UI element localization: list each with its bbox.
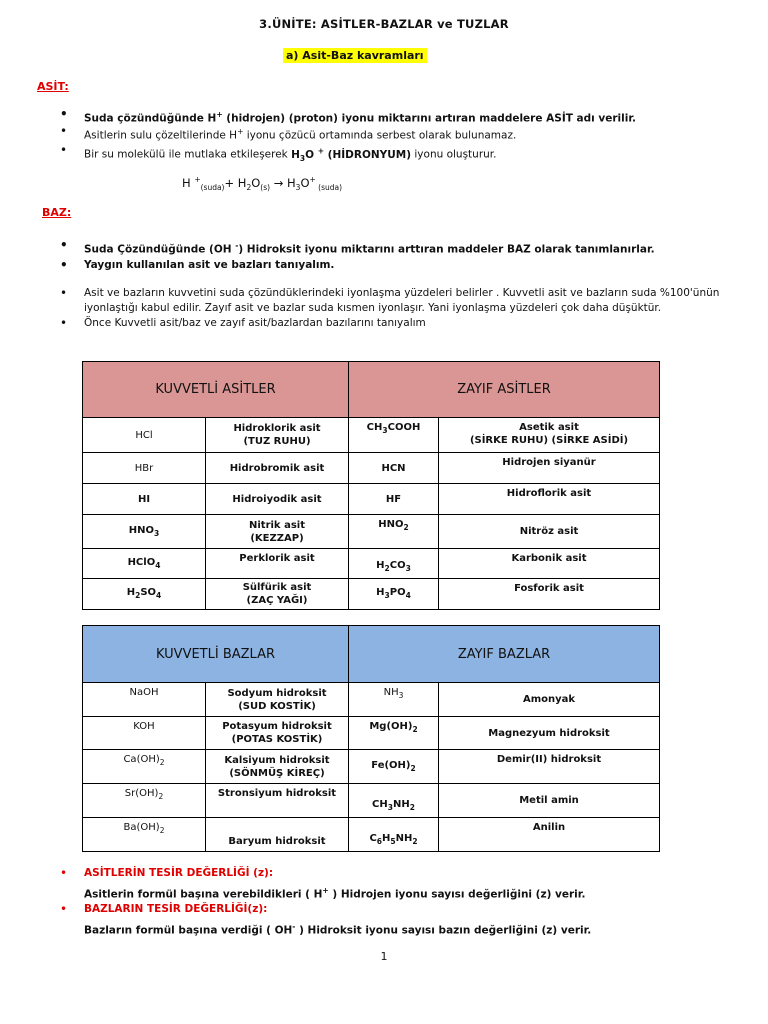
base-name: Magnezyum hidroksit (439, 717, 660, 750)
acid-formula: HBr (83, 453, 206, 484)
base-formula: $Ca(OH)_2$ (83, 750, 206, 784)
acid-name: Hidroflorik asit (439, 484, 660, 515)
base-name: Baryum hidroksit (206, 818, 349, 852)
acid-formula: $H_3PO_4$ (349, 579, 439, 610)
acid-name: Asetik asit (SİRKE RUHU) (SİRKE ASİDİ) (439, 418, 660, 453)
bullet-icon: • (60, 286, 68, 300)
table-row (83, 717, 660, 750)
hydronium-equation: H $^+_{(suda)}+ H_2O_{(s)} \to H_3O^+$ $_{(suda)}$ (182, 175, 343, 193)
acid-formula: $CH_3COOH$ (349, 418, 439, 453)
base-name: Demir(II) hidroksit (439, 750, 660, 784)
acid-name: Nitröz asit (439, 515, 660, 549)
table-row (83, 515, 660, 549)
base-name: Amonyak (439, 683, 660, 717)
base-section-label: BAZ: (42, 206, 72, 219)
bullet-icon: • (60, 316, 68, 330)
base-formula: $CH_3NH_2$ (349, 784, 439, 818)
table-row (83, 579, 660, 610)
base-name: Anilin (439, 818, 660, 852)
table-row (83, 453, 660, 484)
weak-bases-header: ZAYIF BAZLAR (349, 626, 660, 683)
acid-formula: $HNO_3$ (83, 515, 206, 549)
table-row (83, 549, 660, 579)
acid-formula: HClO$_4$ (83, 549, 206, 579)
bullet-icon: • (60, 143, 68, 157)
bullet-icon: • (60, 902, 68, 916)
page-number: 1 (380, 950, 388, 963)
table-row (83, 750, 660, 784)
bullet-icon: • (60, 866, 68, 880)
acid-formula: $H_2SO_4$ (83, 579, 206, 610)
bullet-icon: • (60, 238, 68, 252)
acid-name: Nitrik asit (KEZZAP) (206, 515, 349, 549)
acid-name: Sülfürik asit (ZAÇ YAĞI) (206, 579, 349, 610)
table-row (83, 683, 660, 717)
acid-section-label: ASİT: (37, 80, 69, 93)
base-formula: NaOH (83, 683, 206, 717)
bullet-icon: • (60, 124, 68, 138)
acid-formula: $H_2CO_3$ (349, 549, 439, 579)
acid-formula: $HNO_2$ (349, 515, 439, 549)
base-name: Sodyum hidroksit (SUD KOSTİK) (206, 683, 349, 717)
strong-acids-header: KUVVETLİ ASİTLER (83, 362, 349, 418)
base-formula: $Mg(OH)_2$ (349, 717, 439, 750)
section-subtitle: a) Asit-Baz kavramları (283, 48, 427, 63)
bases-table (82, 625, 660, 852)
table-row (83, 418, 660, 453)
base-name: Kalsiyum hidroksit (SÖNMÜŞ KİREÇ) (206, 750, 349, 784)
base-name: Stronsiyum hidroksit (206, 784, 349, 818)
acid-formula: HI (83, 484, 206, 515)
base-formula: $NH_3$ (349, 683, 439, 717)
acid-name: Fosforik asit (439, 579, 660, 610)
bullet-icon: • (60, 107, 68, 121)
acid-name: Hidroklorik asit (TUZ RUHU) (206, 418, 349, 453)
base-formula: $Ba(OH)_2$ (83, 818, 206, 852)
acid-name: Karbonik asit (439, 549, 660, 579)
acid-formula: HCl (83, 418, 206, 453)
base-formula: $C_6H_5NH_2$ (349, 818, 439, 852)
acid-name: Hidrojen siyanür (439, 453, 660, 484)
table-row (83, 784, 660, 818)
table-row (83, 818, 660, 852)
base-name: Metil amin (439, 784, 660, 818)
acid-formula: HF (349, 484, 439, 515)
bullet-icon: • (60, 258, 68, 272)
base-formula: KOH (83, 717, 206, 750)
table-row (83, 484, 660, 515)
base-formula: $Sr(OH)_2$ (83, 784, 206, 818)
page-title: 3.ÜNİTE: ASİTLER-BAZLAR ve TUZLAR (259, 17, 509, 31)
acid-name: Hidroiyodik asit (206, 484, 349, 515)
base-formula: $Fe(OH)_2$ (349, 750, 439, 784)
acid-formula: HCN (349, 453, 439, 484)
weak-acids-header: ZAYIF ASİTLER (349, 362, 660, 418)
acid-name: Perklorik asit (206, 549, 349, 579)
acid-name: Hidrobromik asit (206, 453, 349, 484)
acids-table (82, 361, 660, 610)
strong-bases-header: KUVVETLİ BAZLAR (83, 626, 349, 683)
base-name: Potasyum hidroksit (POTAS KOSTİK) (206, 717, 349, 750)
